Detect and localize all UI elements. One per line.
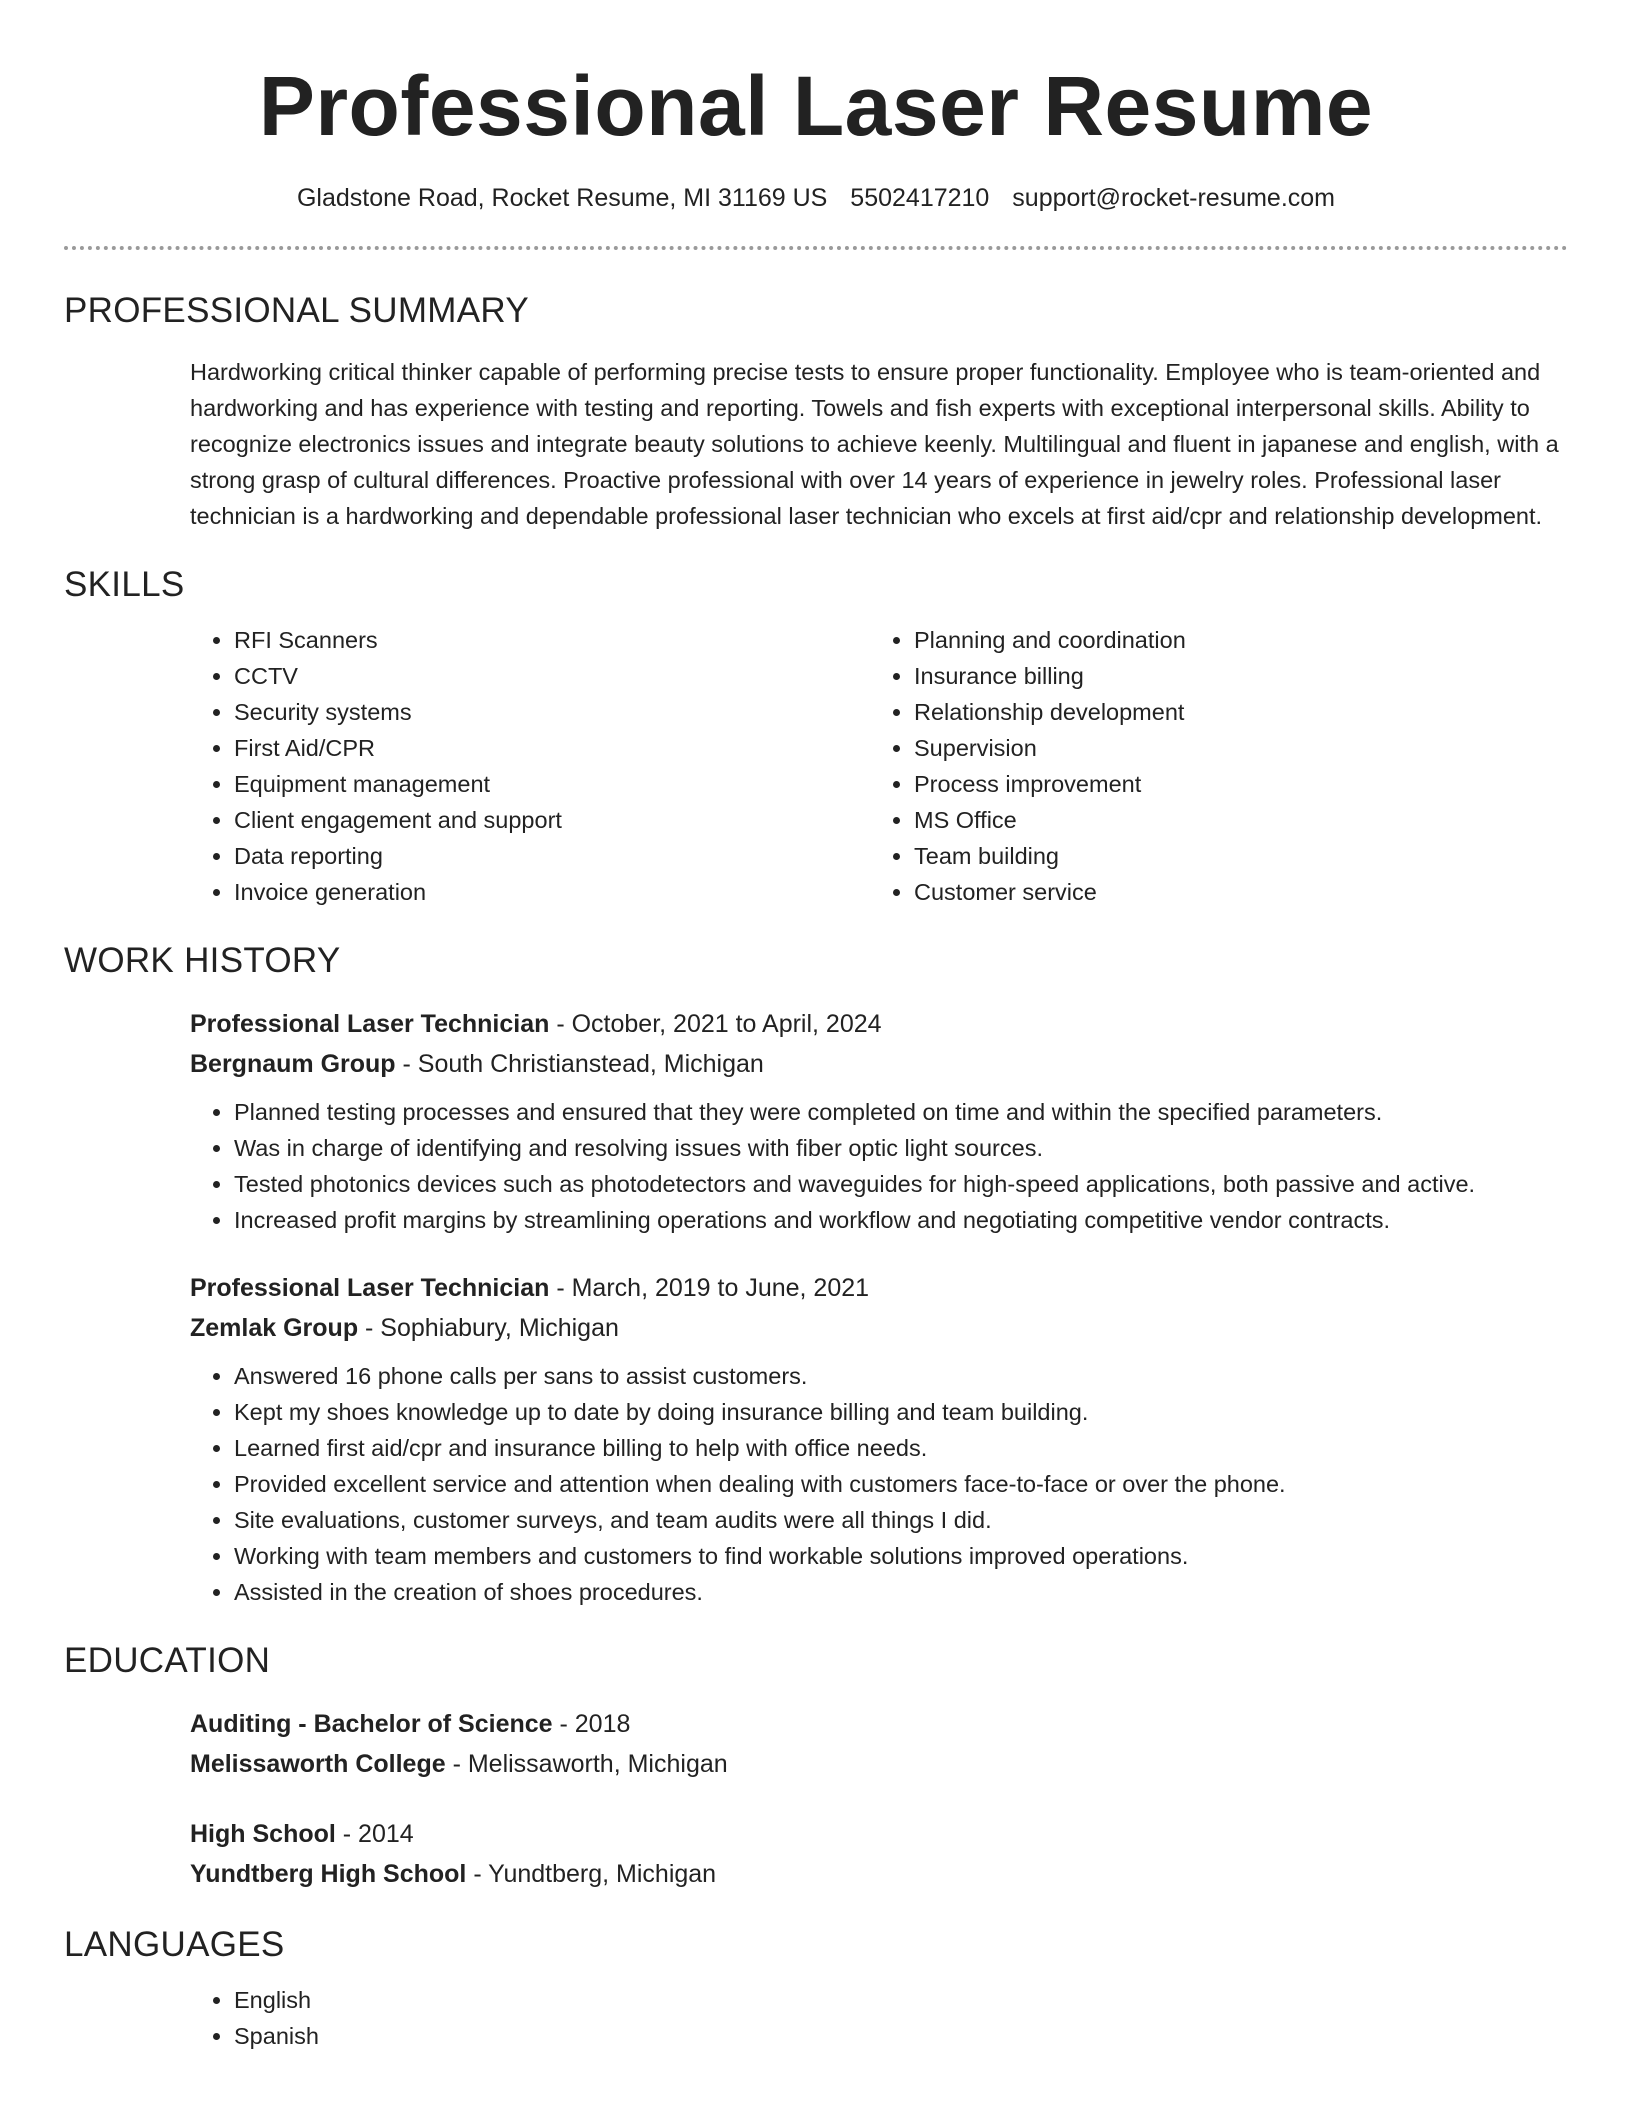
job-position: Professional Laser Technician [190,1274,550,1302]
skill-item: • First Aid/CPR [234,730,870,766]
job-bullet: • Kept my shoes knowledge up to date by doing insurance billing and team building. [234,1394,1568,1430]
education-entry [190,1704,1568,1784]
skills-grid [190,622,1568,910]
education-year: - 2018 [552,1710,631,1738]
education-school-line [190,1854,1568,1894]
skills-list-right [870,622,1550,910]
education-year: - 2014 [335,1820,414,1848]
summary-text: Hardworking critical thinker capable of performing precise tests to ensure proper functionality. Employee who is team-oriented and hardworking and has experience with testing and reporting. Towels and fish experts with exceptional interpersonal skills. Ability to recognize electronics issues and integrate beauty solutions to achieve keenly. Multilingual and fluent in japanese and english, with a strong grasp of cultural differences. Proactive professional with over 14 years of experience in jewelry roles. Professional laser technician is a hardworking and dependable professional laser technician who excels at first aid/cpr and relationship development. [190,359,1559,529]
work-history-heading: WORK HISTORY [64,941,341,980]
job-location: - Sophiabury, Michigan [358,1314,619,1342]
contact-phone: 5502417210 [850,184,990,212]
education-location: - Yundtberg, Michigan [466,1860,717,1888]
education-entry [190,1814,1568,1894]
skill-item: • Supervision [914,730,1550,766]
contact-line [64,182,1568,214]
job-bullet: • Site evaluations, customer surveys, and team audits were all things I did. [234,1502,1568,1538]
skill-item: • Client engagement and support [234,802,870,838]
summary-heading: PROFESSIONAL SUMMARY [64,291,529,330]
job-bullets [190,1358,1568,1610]
language-item: • Spanish [234,2018,1568,2054]
languages-list-wrap [190,1982,1568,2054]
job-location: - South Christianstead, Michigan [395,1050,764,1078]
education-degree: Auditing - Bachelor of Science [190,1710,553,1738]
job-bullet: • Learned first aid/cpr and insurance billing to help with office needs. [234,1430,1568,1466]
job-entry [190,1004,1568,1238]
job-dates: - October, 2021 to April, 2024 [549,1010,882,1038]
job-bullet: • Planned testing processes and ensured that they were completed on time and within the specified parameters. [234,1094,1568,1130]
job-company-line [190,1044,1568,1084]
job-bullet: • Assisted in the creation of shoes procedures. [234,1574,1568,1610]
skills-list-left [190,622,870,910]
education-school: Yundtberg High School [190,1860,467,1888]
skill-item: • Customer service [914,874,1550,910]
skill-item: • Invoice generation [234,874,870,910]
job-title-line [190,1004,1568,1044]
education-school-line [190,1744,1568,1784]
skills-column-right [870,622,1550,910]
job-company: Zemlak Group [190,1314,359,1342]
education-heading: EDUCATION [64,1641,271,1680]
skill-item: • Data reporting [234,838,870,874]
education-school: Melissaworth College [190,1750,446,1778]
languages-heading: LANGUAGES [64,1925,285,1964]
job-bullet: • Provided excellent service and attention when dealing with customers face-to-face or over the phone. [234,1466,1568,1502]
skills-heading: SKILLS [64,565,185,604]
education-degree: High School [190,1820,336,1848]
job-bullet: • Working with team members and customers to find workable solutions improved operations. [234,1538,1568,1574]
job-dates: - March, 2019 to June, 2021 [549,1274,870,1302]
job-company: Bergnaum Group [190,1050,396,1078]
skill-item: • Planning and coordination [914,622,1550,658]
job-bullet: • Was in charge of identifying and resolving issues with fiber optic light sources. [234,1130,1568,1166]
job-bullet: • Increased profit margins by streamlining operations and workflow and negotiating competitive vendor contracts. [234,1202,1568,1238]
skill-item: • Security systems [234,694,870,730]
education-degree-line [190,1704,1568,1744]
job-company-line [190,1308,1568,1348]
skill-item: • Equipment management [234,766,870,802]
skill-item: • Insurance billing [914,658,1550,694]
job-bullet: • Tested photonics devices such as photodetectors and waveguides for high-speed applications, both passive and active. [234,1166,1568,1202]
skill-item: • RFI Scanners [234,622,870,658]
education-location: - Melissaworth, Michigan [445,1750,728,1778]
job-bullets [190,1094,1568,1238]
resume-name: Professional Laser Resume [258,59,1374,153]
contact-address: Gladstone Road, Rocket Resume, MI 31169 US [296,184,828,212]
skills-column-left [190,622,870,910]
skill-item: • Process improvement [914,766,1550,802]
skill-item: • CCTV [234,658,870,694]
job-entry [190,1268,1568,1610]
job-bullet: • Answered 16 phone calls per sans to assist customers. [234,1358,1568,1394]
language-item: • English [234,1982,1568,2018]
header-divider [64,246,1568,250]
languages-list [190,1982,1568,2054]
job-title-line [190,1268,1568,1308]
education-degree-line [190,1814,1568,1854]
job-position: Professional Laser Technician [190,1010,550,1038]
skill-item: • MS Office [914,802,1550,838]
skill-item: • Relationship development [914,694,1550,730]
contact-email: support@rocket-resume.com [1012,184,1336,212]
skill-item: • Team building [914,838,1550,874]
